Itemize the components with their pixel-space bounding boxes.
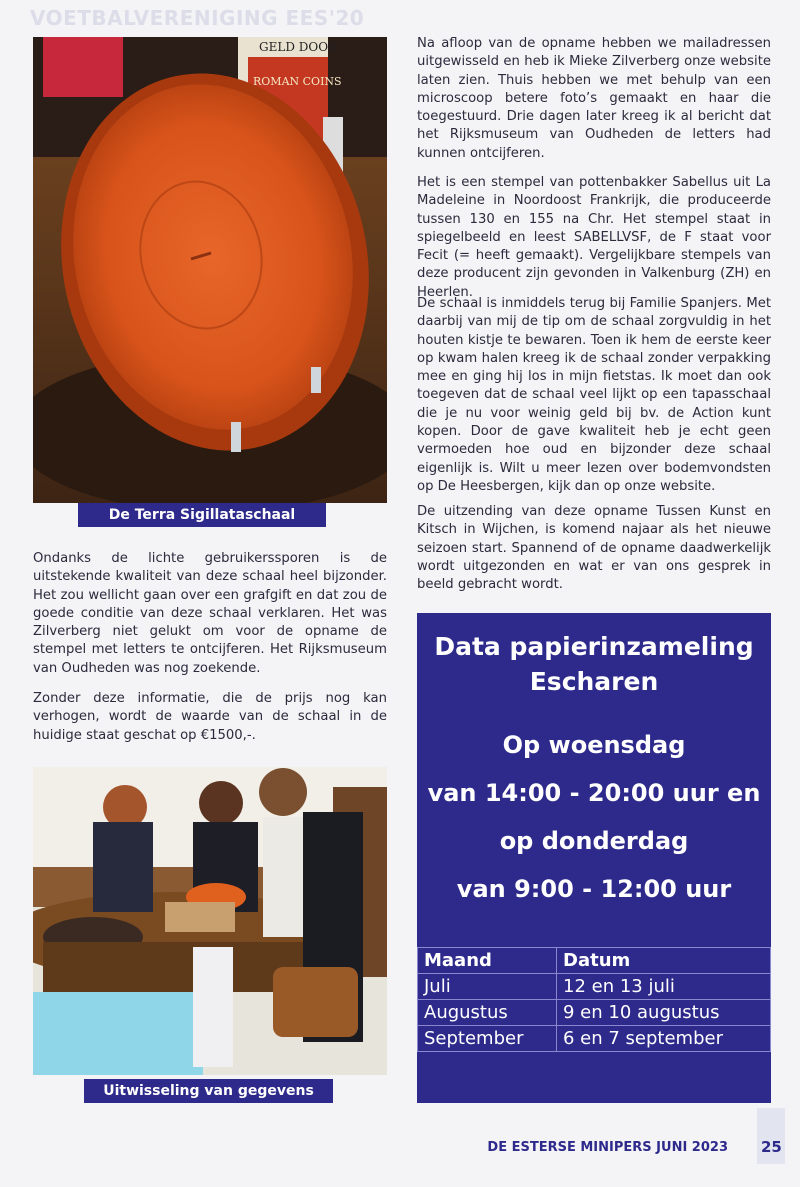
panel-line-donderdag-time: van 9:00 - 12:00 uur bbox=[456, 875, 732, 903]
cell-dates: 6 en 7 september bbox=[557, 1026, 771, 1052]
people-illustration bbox=[33, 767, 387, 1075]
table-header-row bbox=[418, 948, 771, 974]
table-row bbox=[418, 974, 771, 1000]
panel-line-donderdag: op donderdag bbox=[499, 827, 689, 855]
faint-header-title: VOETBALVERENIGING EES'20 bbox=[30, 6, 365, 30]
panel-title-line-2: Escharen bbox=[529, 667, 659, 696]
table-row bbox=[418, 1000, 771, 1026]
left-paragraph-2: Zonder deze informatie, die de prijs nog kan verhogen, wordt de waarde van de schaal in de huidige staat geschat op €1500,-. bbox=[33, 691, 387, 743]
photo-exchange-of-data bbox=[33, 767, 387, 1075]
right-paragraph-4: De uitzending van deze opname Tussen Kunst en Kitsch in Wijchen, is komend najaar als het nieuwe seizoen start. Spannend of de opname daadwerkelijk wordt uitgezonden en wat er van ons gesprek in beeld gebracht wordt. bbox=[417, 504, 771, 593]
cell-dates: 9 en 10 augustus bbox=[557, 1000, 771, 1026]
right-paragraph-2: Het is een stempel van pottenbakker Sabellus uit La Madeleine in Noordoost Frankrijk, die produceerde tussen 130 en 155 na Chr. Het stempel staat in spiegelbeeld en leest SABELLVSF, de F staat voor Fecit (= heeft gemaakt). Vergelijkbare stempels van deze producent zijn gevonden in Valkenburg (ZH) en Heerlen. bbox=[417, 175, 771, 300]
caption-terra-sigillata: De Terra Sigillataschaal bbox=[78, 503, 326, 527]
book-title-geld: GELD DOOR bbox=[259, 40, 338, 54]
papierinzameling-panel bbox=[417, 613, 771, 1103]
left-paragraph-1: Ondanks de lichte gebruikerssporen is de uitstekende kwaliteit van deze schaal heel bijzonder. Het zou wellicht gaan over een grafgift en dat zou de goede conditie van deze schaal verklaren. Het was Zilverberg niet gelukt om voor de opname de stempel met letters te ontcijferen. Het Rijksmuseum van Oudheden was nog zoekende. bbox=[33, 551, 387, 676]
schedule-table bbox=[417, 947, 771, 1052]
table-row bbox=[418, 1026, 771, 1052]
cell-month: September bbox=[418, 1026, 557, 1052]
caption-uitwisseling: Uitwisseling van gegevens bbox=[84, 1079, 333, 1103]
photo-terra-sigillata-bowl bbox=[33, 37, 387, 503]
header-datum: Datum bbox=[557, 948, 771, 974]
header-maand: Maand bbox=[418, 948, 557, 974]
book-title-roman: ROMAN COINS bbox=[253, 75, 342, 88]
footer-publication: DE ESTERSE MINIPERS JUNI 2023 bbox=[487, 1140, 728, 1155]
right-paragraph-3: De schaal is inmiddels terug bij Familie Spanjers. Met daarbij van mij de tip om de schaal zorgvuldig in het houten kistje te bewaren. Toen ik hem de eerste keer op kwam halen kreeg ik de schaal zonder verpakking mee en ging hij los in mijn fietstas. Ik moet dan ook toegeven dat de schaal veel lijkt op een tapasschaal die je nu voor weinig geld bij bv. de Action kunt kopen. Door de gave kwaliteit heb je echt geen vermoeden hoe oud en bijzonder deze schaal eigenlijk is. Wilt u meer lezen over bodemvondsten op De Heesbergen, kijk dan op onze website. bbox=[417, 296, 771, 494]
panel-line-woensdag-time: van 14:00 - 20:00 uur en bbox=[427, 779, 761, 807]
right-paragraph-1: Na afloop van de opname hebben we mailadressen uitgewisseld en heb ik Mieke Zilverberg onze website laten zien. Thuis hebben we met behulp van een microscoop betere foto’s gemaakt en haar die toegestuurd. Drie dagen later kreeg ik al bericht dat het Rijksmuseum van Oudheden de letters had kunnen ontcijferen. bbox=[417, 36, 771, 161]
panel-line-woensdag: Op woensdag bbox=[502, 731, 686, 759]
panel-title-line-1: Data papierinzameling bbox=[434, 632, 754, 661]
cell-month: Augustus bbox=[418, 1000, 557, 1026]
cell-dates: 12 en 13 juli bbox=[557, 974, 771, 1000]
page-number: 25 bbox=[761, 1138, 782, 1156]
bowl-illustration bbox=[33, 37, 387, 503]
cell-month: Juli bbox=[418, 974, 557, 1000]
